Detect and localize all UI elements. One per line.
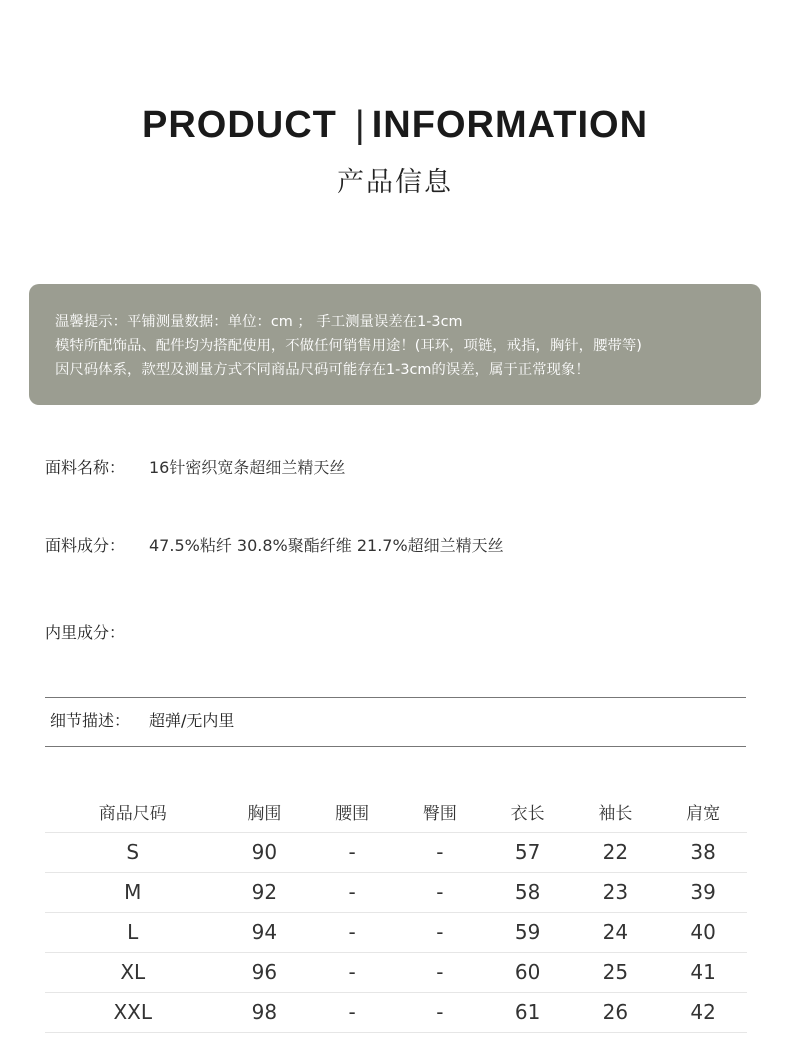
- table-cell: 25: [572, 952, 660, 992]
- col-header: 商品尺码: [45, 792, 221, 832]
- table-cell: 41: [659, 952, 747, 992]
- fabric-name-value: 16针密织宽条超细兰精天丝: [149, 458, 346, 477]
- table-cell: -: [308, 992, 396, 1032]
- table-cell: 23: [572, 872, 660, 912]
- table-row: [45, 832, 747, 872]
- title-information: INFORMATION: [371, 104, 649, 146]
- col-header: 胸围: [221, 792, 309, 832]
- col-header: 臀围: [396, 792, 484, 832]
- table-cell: 60: [484, 952, 572, 992]
- page-title: [0, 104, 790, 147]
- table-cell: M: [45, 872, 221, 912]
- size-table-header-row: [45, 792, 747, 832]
- col-header: 腰围: [308, 792, 396, 832]
- divider-top: [45, 697, 746, 698]
- detail-row: [50, 708, 234, 731]
- table-row: [45, 952, 747, 992]
- table-cell: 92: [221, 872, 309, 912]
- lining-row: [45, 620, 149, 643]
- size-table: [45, 792, 747, 1033]
- table-cell: 26: [572, 992, 660, 1032]
- table-cell: 39: [659, 872, 747, 912]
- table-cell: -: [396, 952, 484, 992]
- table-cell: 42: [659, 992, 747, 1032]
- table-cell: 24: [572, 912, 660, 952]
- notice-line: 因尺码体系，款型及测量方式不同商品尺码可能存在1-3cm的误差，属于正常现象！: [55, 362, 590, 378]
- table-cell: -: [308, 912, 396, 952]
- col-header: 肩宽: [659, 792, 747, 832]
- table-cell: 40: [659, 912, 747, 952]
- table-cell: -: [308, 952, 396, 992]
- divider-bottom: [45, 746, 746, 747]
- table-cell: XXL: [45, 992, 221, 1032]
- table-cell: XL: [45, 952, 221, 992]
- fabric-composition-row: [45, 533, 504, 556]
- notice-line: 模特所配饰品、配件均为搭配使用，不做任何销售用途！(耳环，项链，戒指，胸针，腰带等): [55, 338, 642, 354]
- table-cell: 94: [221, 912, 309, 952]
- notice-line: 温馨提示：平铺测量数据：单位：cm ； 手工测量误差在1-3cm: [55, 314, 463, 330]
- page-subtitle: 产品信息: [337, 167, 453, 198]
- table-cell: 96: [221, 952, 309, 992]
- lining-label: 内里成分：: [45, 623, 126, 642]
- table-cell: -: [396, 872, 484, 912]
- table-cell: -: [308, 832, 396, 872]
- fabric-composition-label: 面料成分：: [45, 536, 126, 555]
- table-cell: 58: [484, 872, 572, 912]
- table-cell: 59: [484, 912, 572, 952]
- table-cell: -: [396, 912, 484, 952]
- table-cell: 61: [484, 992, 572, 1032]
- title-separator: |: [354, 104, 366, 146]
- detail-label: 细节描述：: [50, 711, 131, 730]
- fabric-name-label: 面料名称：: [45, 458, 126, 477]
- table-cell: 98: [221, 992, 309, 1032]
- table-cell: -: [396, 832, 484, 872]
- table-cell: 38: [659, 832, 747, 872]
- table-row: [45, 992, 747, 1032]
- notice-box: [29, 284, 761, 405]
- title-product: PRODUCT: [141, 104, 337, 146]
- table-cell: L: [45, 912, 221, 952]
- table-row: [45, 912, 747, 952]
- fabric-name-row: [45, 455, 345, 478]
- table-row: [45, 872, 747, 912]
- detail-value: 超弹/无内里: [149, 711, 235, 730]
- table-cell: 90: [221, 832, 309, 872]
- table-cell: S: [45, 832, 221, 872]
- table-cell: 57: [484, 832, 572, 872]
- table-cell: 22: [572, 832, 660, 872]
- table-cell: -: [308, 872, 396, 912]
- table-cell: -: [396, 992, 484, 1032]
- col-header: 袖长: [572, 792, 660, 832]
- fabric-composition-value: 47.5%粘纤 30.8%聚酯纤维 21.7%超细兰精天丝: [149, 536, 504, 555]
- col-header: 衣长: [484, 792, 572, 832]
